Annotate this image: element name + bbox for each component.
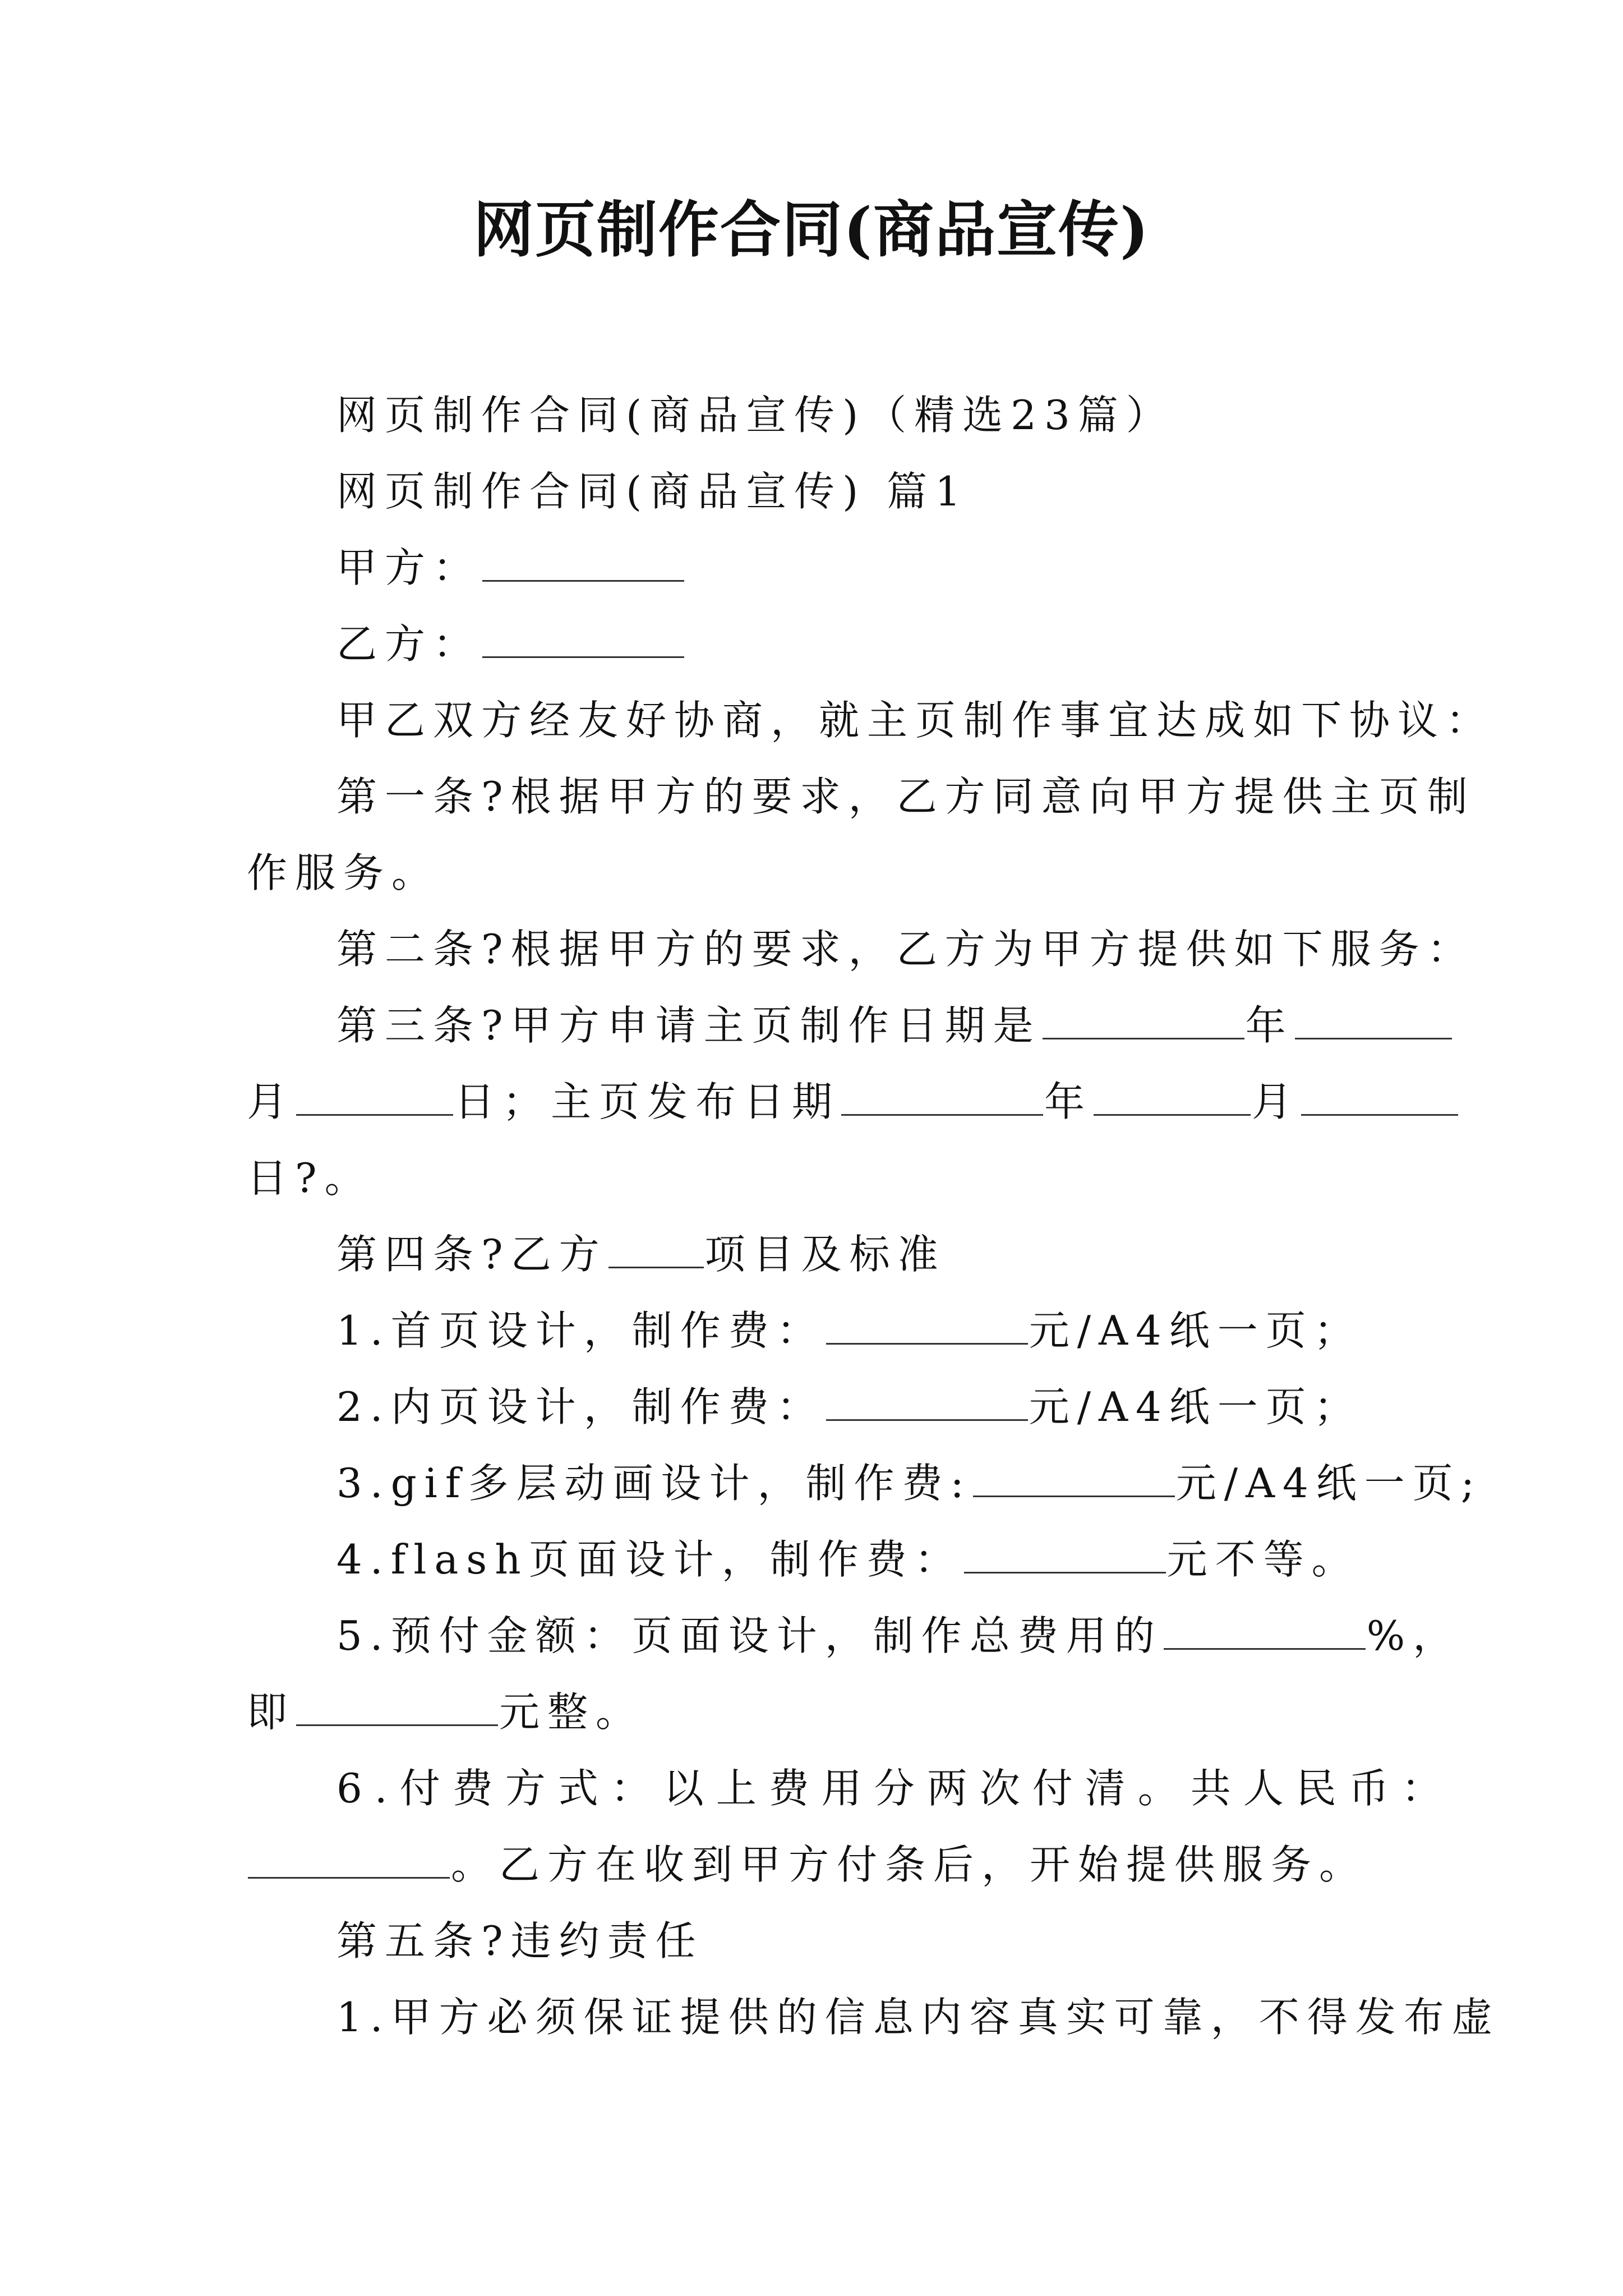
item-4-unit: 元不等。 — [1166, 1536, 1360, 1583]
item-4-text: 4.flash页面设计，制作费： — [336, 1536, 963, 1583]
item-5-line-2 — [247, 1684, 644, 1740]
party-b-line — [336, 616, 685, 672]
month-label-2: 月 — [1252, 1078, 1301, 1125]
party-b-blank — [482, 617, 684, 658]
section-heading: 网页制作合同(商品宣传) 篇1 — [336, 468, 969, 515]
item-5-line-1 — [336, 1608, 1461, 1664]
item-2-text: 2.内页设计，制作费： — [336, 1383, 825, 1430]
item-5-ji: 即 — [247, 1688, 296, 1736]
item-5-percent: %， — [1366, 1612, 1461, 1659]
party-b-label: 乙方： — [336, 620, 482, 668]
item-1-blank — [826, 1304, 1028, 1345]
article-3-line-2 — [247, 1074, 1459, 1130]
item-5-percent-blank — [1164, 1609, 1366, 1650]
article-3-line-3: 日?。 — [247, 1154, 373, 1202]
item-4 — [336, 1531, 1360, 1588]
item-5-text: 5.预付金额：页面设计，制作总费用的 — [336, 1612, 1163, 1659]
article-3-text: 第三条?甲方申请主页制作日期是 — [336, 1002, 1041, 1049]
item-6-line-2 — [247, 1837, 1367, 1893]
apply-year-blank — [1043, 999, 1244, 1039]
item-2 — [336, 1379, 1362, 1435]
year-label-2: 年 — [1044, 1078, 1093, 1125]
article-5-item-1: 1.甲方必须保证提供的信息内容真实可靠，不得发布虚 — [336, 1994, 1500, 2041]
item-1 — [336, 1303, 1362, 1359]
item-4-blank — [964, 1533, 1166, 1573]
article-3-line-1 — [336, 997, 1453, 1053]
article-4 — [336, 1226, 946, 1282]
article-2: 第二条?根据甲方的要求，乙方为甲方提供如下服务： — [336, 926, 1476, 973]
article-4-text-2: 项目及标准 — [704, 1231, 946, 1278]
article-1-line-2: 作服务。 — [247, 849, 440, 896]
article-4-text: 第四条?乙方 — [336, 1231, 607, 1278]
item-2-unit: 元/A4纸一页； — [1029, 1383, 1362, 1430]
item-6-blank — [248, 1838, 450, 1879]
item-3 — [336, 1455, 1482, 1511]
item-2-blank — [826, 1380, 1028, 1421]
item-3-blank — [973, 1456, 1175, 1497]
item-1-unit: 元/A4纸一页； — [1029, 1307, 1362, 1354]
publish-month-blank — [1094, 1075, 1251, 1116]
article-5: 第五条?违约责任 — [336, 1917, 704, 1964]
article-4-blank — [608, 1227, 704, 1268]
publish-date-text: 日；主页发布日期 — [454, 1078, 841, 1125]
publish-year-blank — [841, 1075, 1043, 1116]
publish-day-blank — [1301, 1075, 1458, 1116]
intro-paragraph: 甲乙双方经友好协商，就主页制作事宜达成如下协议： — [336, 697, 1495, 744]
item-3-unit: 元/A4纸一页; — [1175, 1460, 1483, 1507]
item-3-text: 3.gif多层动画设计，制作费: — [336, 1460, 972, 1507]
item-6-line-1: 6.付费方式：以上费用分两次付清。共人民币： — [336, 1765, 1454, 1812]
apply-day-blank — [296, 1075, 453, 1116]
apply-month-blank — [1295, 999, 1452, 1039]
party-a-label: 甲方： — [336, 544, 482, 591]
year-label: 年 — [1245, 1002, 1294, 1049]
article-1-line-1: 第一条?根据甲方的要求，乙方同意向甲方提供主页制 — [336, 773, 1476, 820]
item-5-yuan: 元整。 — [499, 1688, 644, 1736]
month-label: 月 — [247, 1078, 296, 1125]
party-a-blank — [482, 541, 684, 582]
party-a-line — [336, 540, 685, 596]
subtitle: 网页制作合同(商品宣传)（精选23篇） — [336, 392, 1174, 439]
item-6-text: 。乙方在收到甲方付条后，开始提供服务。 — [451, 1841, 1368, 1888]
item-1-text: 1.首页设计，制作费： — [336, 1307, 825, 1354]
document-title: 网页制作合同(商品宣传) — [473, 195, 1150, 265]
item-5-amount-blank — [296, 1685, 498, 1726]
